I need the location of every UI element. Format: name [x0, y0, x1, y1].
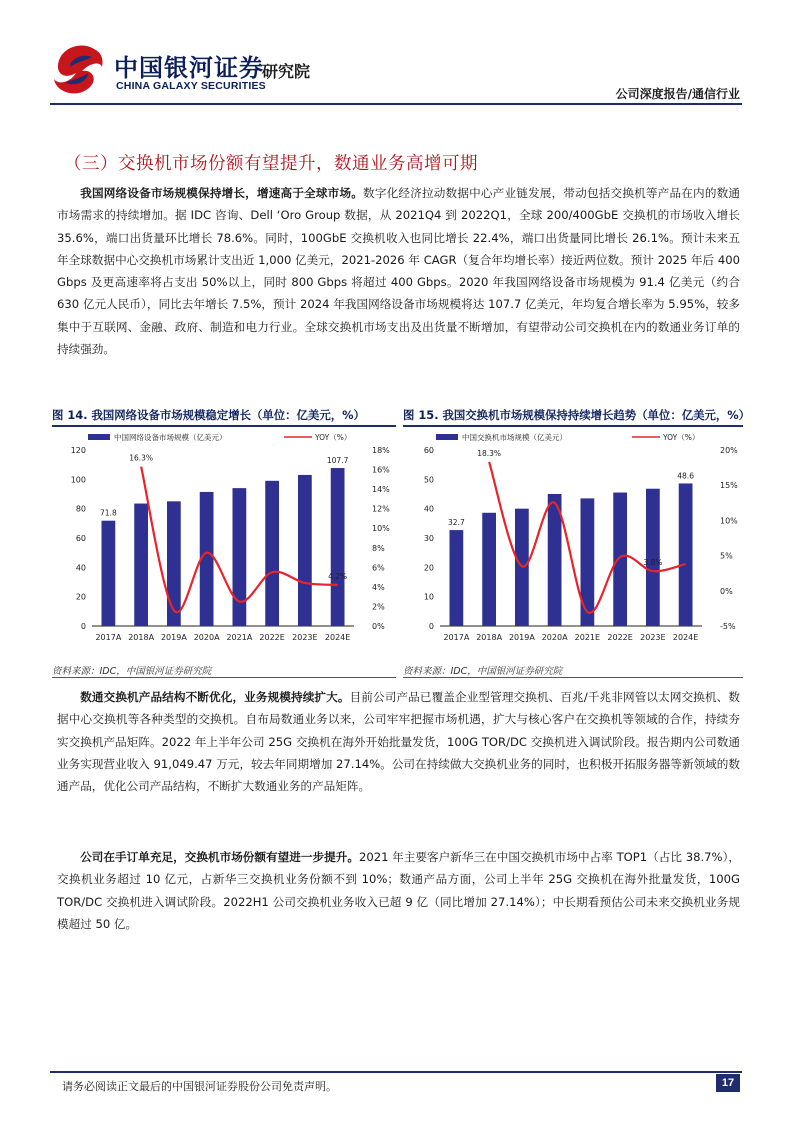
bar-data-label: 32.7 — [448, 518, 465, 528]
paragraph-lead: 我国网络设备市场规模保持增长，增速高于全球市场。 — [80, 186, 364, 200]
figure-14-title: 图 14. 我国网络设备市场规模稳定增长（单位：亿美元，%） — [52, 408, 365, 422]
legend-bar-swatch — [88, 434, 110, 440]
figure-14-title-rule — [52, 425, 396, 427]
y-left-tick-label: 40 — [423, 504, 434, 514]
legend-bar-label: 中国网络设备市场规模（亿美元） — [114, 433, 227, 442]
y-right-tick-label: 6% — [372, 563, 385, 573]
x-tick-label: 2018A — [476, 633, 503, 642]
y-right-tick-label: 5% — [720, 551, 733, 561]
x-tick-label: 2021A — [226, 633, 253, 642]
y-left-tick-label: 0 — [428, 622, 434, 631]
bar — [232, 488, 246, 626]
line-data-label: 4.2% — [328, 571, 348, 581]
y-left-tick-label: 30 — [423, 534, 434, 543]
x-tick-label: 2018A — [128, 633, 155, 642]
figure-14-source: 资料来源：IDC，中国银河证券研究院 — [52, 666, 212, 677]
bar — [167, 501, 181, 626]
y-right-tick-label: 20% — [720, 446, 738, 455]
y-right-tick-label: 0% — [720, 586, 733, 596]
logo-english-name: CHINA GALAXY SECURITIES — [116, 80, 266, 92]
y-left-tick-label: 120 — [70, 446, 86, 455]
legend-line-label: YOY（%） — [663, 433, 700, 442]
section-title: （三）交换机市场份额有望提升，数通业务高增可期 — [64, 154, 478, 174]
line-data-label: 18.3% — [477, 448, 502, 458]
logo-chinese-name: 中国银河证券 — [114, 54, 264, 82]
bar — [679, 483, 693, 626]
footer-disclaimer: 请务必阅读正文最后的中国银河证券股份公司免责声明。 — [62, 1080, 337, 1093]
y-right-tick-label: 4% — [372, 582, 385, 592]
y-left-tick-label: 100 — [70, 475, 86, 485]
x-tick-label: 2021E — [574, 633, 601, 642]
figure-15-chart — [400, 428, 744, 658]
paragraph-market-growth — [57, 182, 740, 360]
y-right-tick-label: -5% — [720, 622, 736, 631]
y-left-tick-label: 10 — [423, 592, 434, 602]
x-tick-label: 2024E — [672, 633, 699, 642]
y-right-tick-label: 14% — [372, 485, 390, 495]
figure-14-source-rule — [52, 677, 396, 678]
bar — [449, 530, 463, 626]
figure-15-title: 图 15. 我国交换机市场规模保持持续增长趋势（单位：亿美元，%） — [403, 408, 751, 422]
page-number: 17 — [716, 1074, 740, 1092]
x-tick-label: 2019A — [508, 633, 535, 642]
bar — [331, 468, 345, 626]
bar — [134, 504, 148, 626]
x-tick-label: 2022E — [259, 633, 285, 642]
report-type-label: 公司深度报告/通信行业 — [615, 87, 740, 101]
figure-15-title-rule — [403, 425, 743, 427]
bar-data-label: 71.8 — [100, 508, 117, 518]
line-data-label: 3.8% — [643, 558, 663, 568]
research-institute-label: 研究院 — [262, 62, 311, 81]
figure-14-chart — [52, 428, 396, 658]
x-tick-label: 2023E — [640, 633, 666, 642]
paragraph-body: 目前公司产品已覆盖企业型管理交换机、百兆/千兆非网管以太网交换机、数据中心交换机等各种类型的交换机。自布局数通业务以来，公司牢牢把握市场机遇，扩大与核心客户在交换机等领域的合作，持续夯实交换机产品矩阵。2022 年上半年公司 25G 交换机在海外开始批量发货，100G TOR/DC 交换机进入调试阶段。报告期内公司数通业务实现营业收入 91,049.47 万元，较去年同期增加 27.14%。公司在持续做大交换机业务的同时，也积极开拓服务器等新领域的数通产品，优化公司产品结构，不断扩大数通业务的产品矩阵。 — [57, 690, 740, 794]
bar — [101, 521, 115, 626]
paragraph-product-structure — [57, 686, 740, 797]
figure-15-source-rule — [403, 677, 743, 678]
company-logo-icon — [52, 43, 106, 97]
y-left-tick-label: 60 — [75, 534, 86, 543]
x-tick-label: 2017A — [95, 633, 122, 642]
y-right-tick-label: 2% — [372, 602, 385, 612]
y-right-tick-label: 18% — [372, 446, 390, 455]
bar — [613, 493, 627, 626]
bar — [482, 513, 496, 626]
y-right-tick-label: 15% — [720, 481, 738, 491]
footer-divider — [50, 1071, 742, 1073]
paragraph-body: 数字化经济拉动数据中心产业链发展，带动包括交换机等产品在内的数通市场需求的持续增加。据 IDC 咨询、Dell ‘Oro Group 数据，从 2021Q4 到 2022Q1，全球 200/400GbE 交换机的市场收入增长 35.6%，端口出货量环比增长 78.6%。同时，100GbE 交换机收入也同比增长 22.4%，端口出货量同比增长 26.1%。预计未来五年全球数据中心交换机市场累计支出近 1,000 亿美元，2021-2026 年 CAGR（复合年均增长率）接近两位数。预计 2025 年后 400 Gbps 及更高速率将占支出 50%以上，同时 800 Gbps 将超过 400 Gbps。2020 年我国网络设备市场规模为 91.4 亿美元（约合 630 亿元人民币），同比去年增长 7.5%，预计 2024 年我国网络设备市场规模将达 107.7 亿美元，年均复合增长率为 5.95%，较多集中于互联网、金融、政府、制造和电力行业。全球交换机市场支出及出货量不断增加，有望带动公司交换机在内的数通业务订单的持续强劲。 — [57, 186, 740, 357]
header-divider — [50, 103, 742, 105]
line-data-label: 16.3% — [129, 453, 154, 463]
bar-data-label: 107.7 — [326, 456, 349, 466]
legend-bar-label: 中国交换机市场规模（亿美元） — [462, 433, 567, 442]
paragraph-lead: 公司在手订单充足，交换机市场份额有望进一步提升。 — [80, 850, 359, 864]
bar — [298, 475, 312, 626]
y-left-tick-label: 20 — [75, 592, 86, 602]
x-tick-label: 2023E — [292, 633, 318, 642]
x-tick-label: 2020A — [193, 633, 220, 642]
paragraph-orders — [57, 846, 740, 935]
x-tick-label: 2022E — [607, 633, 633, 642]
y-left-tick-label: 80 — [75, 504, 86, 514]
y-right-tick-label: 16% — [372, 465, 390, 475]
y-left-tick-label: 20 — [423, 563, 434, 573]
y-left-tick-label: 50 — [423, 475, 434, 485]
y-right-tick-label: 12% — [372, 504, 390, 514]
x-tick-label: 2020A — [541, 633, 568, 642]
bar-data-label: 48.6 — [677, 471, 694, 481]
y-right-tick-label: 0% — [372, 622, 385, 631]
y-right-tick-label: 8% — [372, 543, 385, 553]
bar — [265, 481, 279, 626]
paragraph-body: 2021 年主要客户新华三在中国交换机市场中占率 TOP1（占比 38.7%），交换机业务超过 10 亿元，占新华三交换机业务份额不到 10%；数通产品方面，公司上半年 25G 交换机在海外批量发货，100G TOR/DC 交换机进入调试阶段。2022H1 公司交换机业务收入已超 9 亿（同比增加 27.14%）；中长期看预估公司未来交换机业务规模超过 50 亿。 — [57, 850, 740, 931]
paragraph-lead: 数通交换机产品结构不断优化，业务规模持续扩大。 — [80, 690, 350, 704]
y-right-tick-label: 10% — [720, 516, 738, 526]
x-tick-label: 2019A — [160, 633, 187, 642]
x-tick-label: 2017A — [443, 633, 470, 642]
legend-line-label: YOY（%） — [315, 433, 352, 442]
y-left-tick-label: 0 — [80, 622, 86, 631]
figure-15-source: 资料来源：IDC，中国银河证券研究院 — [403, 666, 563, 677]
x-tick-label: 2024E — [324, 633, 351, 642]
legend-bar-swatch — [436, 434, 458, 440]
y-left-tick-label: 60 — [423, 446, 434, 455]
y-right-tick-label: 10% — [372, 524, 390, 534]
bar — [580, 498, 594, 626]
y-left-tick-label: 40 — [75, 563, 86, 573]
